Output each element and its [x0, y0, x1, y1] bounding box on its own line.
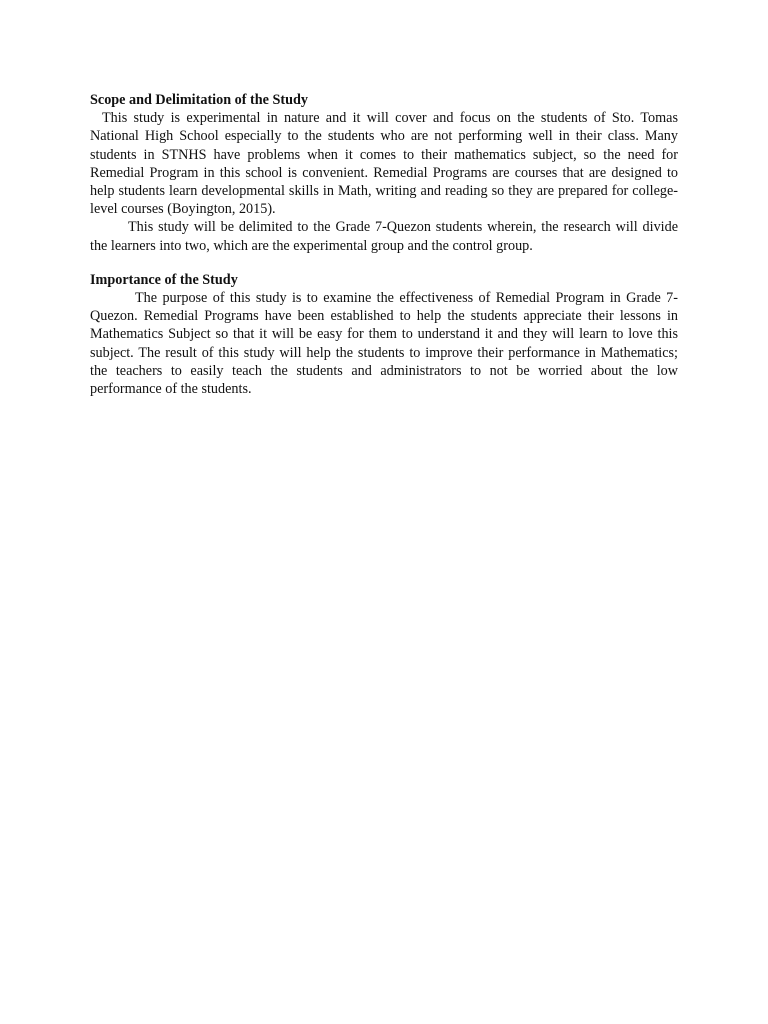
paragraph: The purpose of this study is to examine the effectiveness of Remedial Program in Grade 7-Quezon. Remedial Programs have been established to help the students appreciate their lessons in Mathematics Subject so that it will be easy for them to understand it and they will learn to love this subject. The result of this study will help the students to improve their performance in Mathematics; the teachers to easily teach the students and administrators to not be worried about the low performance of the students. — [90, 290, 678, 398]
section-heading: Scope and Delimitation of the Study — [90, 92, 308, 108]
paragraph: This study will be delimited to the Grade 7-Quezon students wherein, the research will divide the learners into two, which are the experimental group and the control group. — [90, 219, 678, 254]
paragraph: This study is experimental in nature and it will cover and focus on the students of Sto. Tomas National High School especially to the students who are not performing well in their class. Many students in STNHS have problems when it comes to their mathematics subject, so the need for Remedial Program in this school is convenient. Remedial Programs are courses that are designed to help students learn developmental skills in Math, writing and reading so they are prepared for college-level courses (Boyington, 2015). — [90, 110, 678, 218]
document-page — [90, 91, 678, 398]
section-heading: Importance of the Study — [90, 271, 238, 288]
importance-section — [90, 271, 678, 398]
section-spacer — [90, 255, 678, 271]
scope-section — [90, 91, 678, 255]
